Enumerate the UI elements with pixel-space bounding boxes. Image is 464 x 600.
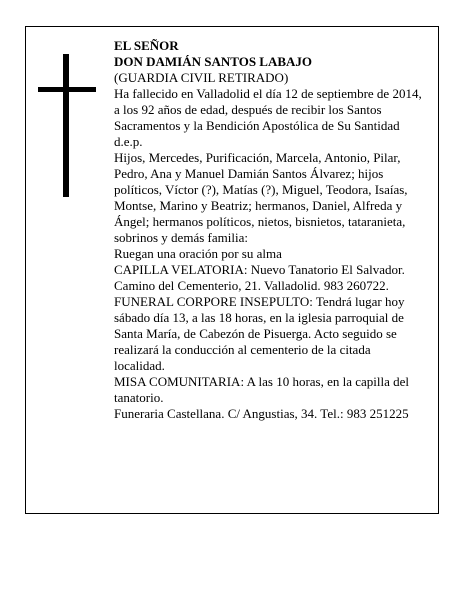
cross-icon [63,54,69,197]
mass-paragraph: MISA COMUNITARIA: A las 10 horas, en la capilla del tanatorio. [114,374,410,405]
family-paragraph: Hijos, Mercedes, Purificación, Marcela, Antonio, Pilar, Pedro, Ana y Manuel Damián Santos Álvarez; hijos políticos, Víctor (?), Matías (?), Miguel, Teodora, Isaías, Montse, Marino y Beatriz; hermanos, Daniel, Alfreda y Ángel; hermanos políticos, nietos, bisnietos, tataranieta, sobrinos y demás familia: [114,150,408,245]
prayer-text: Ruegan una oración por su alma [114,246,282,261]
funeral-paragraph: FUNERAL CORPORE INSEPULTO: Tendrá lugar hoy sábado día 13, a las 18 horas, en la iglesia parroquial de Santa María, de Cabezón de Pisuerga. Acto seguido se realizará la conducción al cementerio de la citada localidad. [114,294,405,373]
death-paragraph: Ha fallecido en Valladolid el día 12 de septiembre de 2014, a los 92 años de edad, después de recibir los Santos Sacramentos y la Bendición Apostólica de Su Santidad [114,86,422,133]
chapel-paragraph: CAPILLA VELATORIA: Nuevo Tanatorio El Salvador. Camino del Cementerio, 21. Valladolid. 983 260722. [114,262,405,293]
notice-text [114,38,422,422]
funeral-home-paragraph: Funeraria Castellana. C/ Angustias, 34. Tel.: 983 251225 [114,406,409,421]
notice-title: EL SEÑOR [114,38,179,53]
deceased-name: DON DAMIÁN SANTOS LABAJO [114,54,313,69]
rip-text: d.e.p. [114,134,143,149]
deceased-role: (GUARDIA CIVIL RETIRADO) [114,70,289,85]
cross-icon-bar [38,87,96,92]
